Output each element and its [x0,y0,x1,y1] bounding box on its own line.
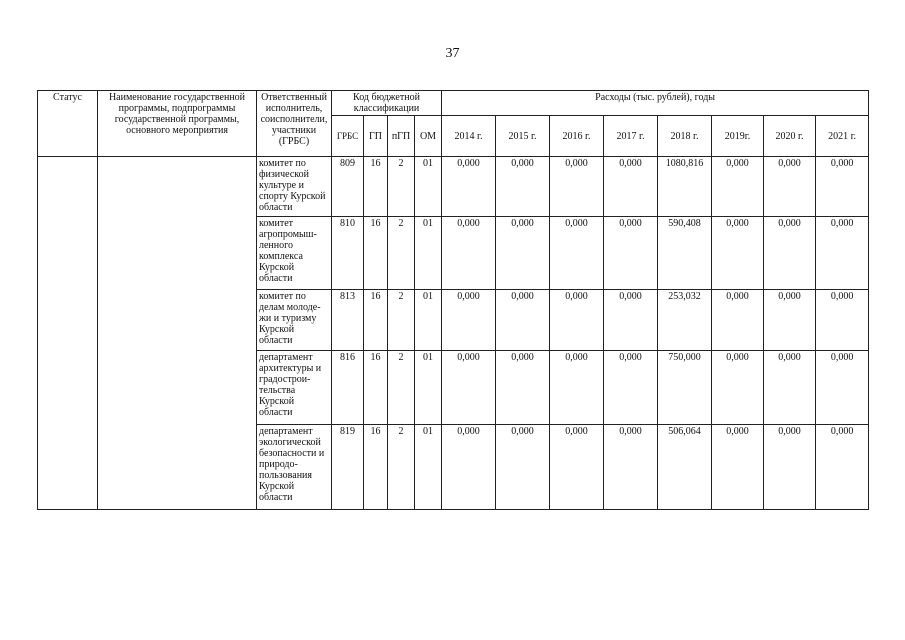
expense-cell: 0,000 [712,217,764,290]
grbs-cell: 816 [332,351,364,425]
expense-cell: 0,000 [764,290,816,351]
expense-cell: 0,000 [764,351,816,425]
grbs-cell: 810 [332,217,364,290]
expense-cell: 0,000 [604,217,658,290]
gp-cell: 16 [364,351,388,425]
header-name: Наименование государственной программы, подпрограммы государственной программы, основного мероприятия [98,91,257,157]
header-code-om: ОМ [415,116,442,157]
pgp-cell: 2 [388,425,415,510]
gp-cell: 16 [364,290,388,351]
expense-cell: 0,000 [604,425,658,510]
expense-cell: 750,000 [658,351,712,425]
expense-cell: 0,000 [550,425,604,510]
executor-cell: комитет по физической культуре и спорту Курской области [257,157,332,217]
om-cell: 01 [415,157,442,217]
expense-cell: 0,000 [496,351,550,425]
header-year: 2019г. [712,116,764,157]
grbs-cell: 813 [332,290,364,351]
expense-cell: 0,000 [604,290,658,351]
grbs-cell: 809 [332,157,364,217]
executor-cell: комитет по делам молоде-жи и туризму Курской области [257,290,332,351]
name-cell [98,157,257,510]
expense-cell: 0,000 [604,351,658,425]
gp-cell: 16 [364,425,388,510]
expense-cell: 0,000 [550,157,604,217]
expense-cell: 0,000 [604,157,658,217]
expense-cell: 506,064 [658,425,712,510]
om-cell: 01 [415,217,442,290]
status-cell [38,157,98,510]
expense-cell: 0,000 [816,157,869,217]
table-row [38,157,869,217]
header-status: Статус [38,91,98,157]
expense-cell: 0,000 [496,290,550,351]
expense-cell: 0,000 [442,217,496,290]
pgp-cell: 2 [388,217,415,290]
expense-cell: 1080,816 [658,157,712,217]
grbs-cell: 819 [332,425,364,510]
expense-cell: 0,000 [764,217,816,290]
pgp-cell: 2 [388,157,415,217]
expense-cell: 590,408 [658,217,712,290]
page-number: 37 [445,46,460,61]
expense-cell: 0,000 [764,425,816,510]
gp-cell: 16 [364,157,388,217]
executor-cell: департамент архитектуры и градострои-тельства Курской области [257,351,332,425]
budget-table [37,90,869,510]
pgp-cell: 2 [388,351,415,425]
expense-cell: 0,000 [816,425,869,510]
header-year: 2020 г. [764,116,816,157]
expense-cell: 0,000 [816,290,869,351]
header-code-gp: ГП [364,116,388,157]
expense-cell: 0,000 [712,157,764,217]
header-code-grbs: ГРБС [332,116,364,157]
header-expenses-group: Расходы (тыс. рублей), годы [442,91,869,116]
header-year: 2014 г. [442,116,496,157]
expense-cell: 253,032 [658,290,712,351]
expense-cell: 0,000 [712,425,764,510]
expense-cell: 0,000 [764,157,816,217]
om-cell: 01 [415,290,442,351]
om-cell: 01 [415,425,442,510]
expense-cell: 0,000 [442,425,496,510]
header-year: 2016 г. [550,116,604,157]
expense-cell: 0,000 [550,290,604,351]
expense-cell: 0,000 [712,290,764,351]
expense-cell: 0,000 [442,290,496,351]
header-year: 2017 г. [604,116,658,157]
header-year: 2021 г. [816,116,869,157]
expense-cell: 0,000 [496,217,550,290]
header-year: 2015 г. [496,116,550,157]
header-executor: Ответственный исполнитель, соисполнители, участники (ГРБС) [257,91,332,157]
expense-cell: 0,000 [442,157,496,217]
expense-cell: 0,000 [550,217,604,290]
expense-cell: 0,000 [496,425,550,510]
expense-cell: 0,000 [496,157,550,217]
pgp-cell: 2 [388,290,415,351]
header-code-group: Код бюджетной классификации [332,91,442,116]
expense-cell: 0,000 [816,351,869,425]
gp-cell: 16 [364,217,388,290]
expense-cell: 0,000 [550,351,604,425]
om-cell: 01 [415,351,442,425]
expense-cell: 0,000 [442,351,496,425]
executor-cell: департамент экологической безопасности и природо-пользования Курской области [257,425,332,510]
expense-cell: 0,000 [816,217,869,290]
executor-cell: комитет агропромыш-ленного комплекса Курской области [257,217,332,290]
header-year: 2018 г. [658,116,712,157]
header-code-pgp: пГП [388,116,415,157]
expense-cell: 0,000 [712,351,764,425]
